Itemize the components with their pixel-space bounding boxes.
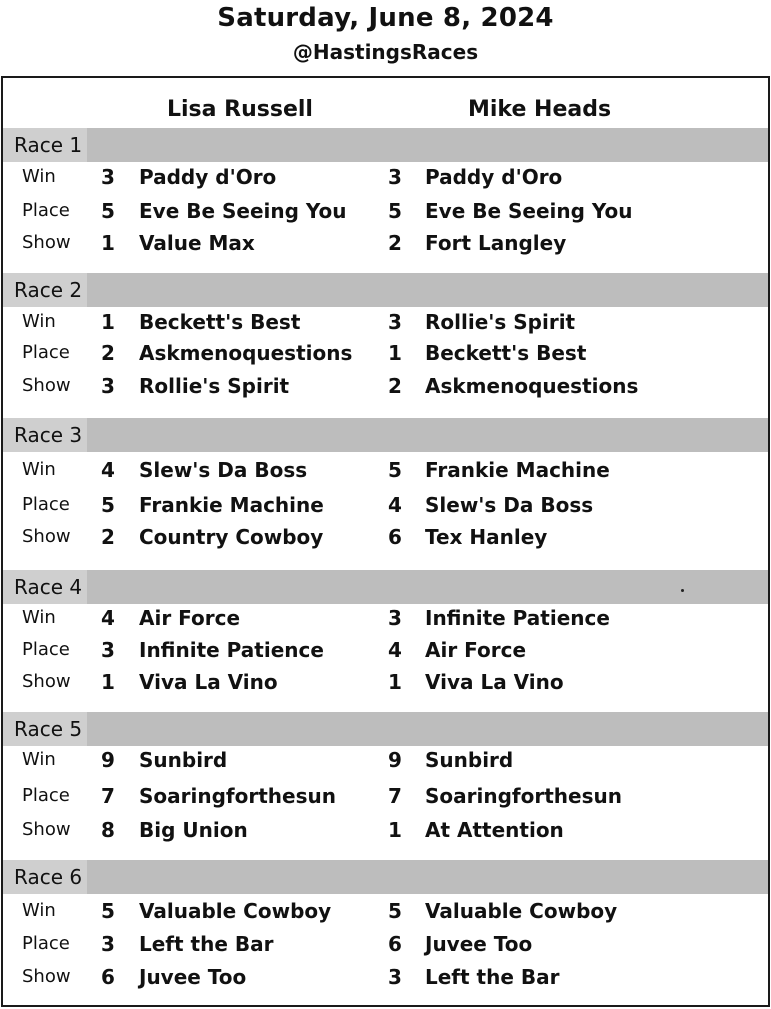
program-number: 9 — [101, 748, 115, 772]
horse-name: Infinite Patience — [425, 606, 610, 630]
stray-dot — [681, 589, 684, 592]
horse-name: Paddy d'Oro — [425, 165, 563, 189]
program-number: 5 — [388, 899, 402, 923]
page-title: Saturday, June 8, 2024 — [217, 3, 554, 33]
pick-row — [3, 635, 768, 665]
program-number: 2 — [101, 525, 115, 549]
horse-name: Air Force — [139, 606, 241, 630]
horse-name: Valuable Cowboy — [139, 899, 332, 923]
horse-name: Juvee Too — [425, 932, 533, 956]
horse-name: Askmenoquestions — [425, 374, 639, 398]
horse-name: Frankie Machine — [425, 458, 610, 482]
pick-row — [3, 307, 768, 337]
pick-row — [3, 603, 768, 633]
handicapper-header-2: Mike Heads — [468, 97, 612, 122]
program-number: 3 — [388, 965, 402, 989]
pick-row — [3, 338, 768, 368]
race-band — [3, 860, 768, 894]
horse-name: Air Force — [425, 638, 527, 662]
race-label: Race 3 — [3, 418, 87, 452]
program-number: 1 — [388, 818, 402, 842]
program-number: 8 — [101, 818, 115, 842]
pick-row — [3, 522, 768, 552]
horse-name: Value Max — [139, 231, 255, 255]
program-number: 3 — [388, 310, 402, 334]
horse-name: Rollie's Spirit — [139, 374, 290, 398]
race-label: Race 4 — [3, 570, 87, 604]
pick-row — [3, 490, 768, 520]
pick-row — [3, 162, 768, 192]
finish-position: Win — [22, 749, 56, 770]
program-number: 1 — [101, 231, 115, 255]
program-number: 3 — [101, 374, 115, 398]
program-number: 6 — [388, 932, 402, 956]
program-number: 6 — [101, 965, 115, 989]
race-band — [3, 712, 768, 746]
program-number: 5 — [101, 199, 115, 223]
pick-row — [3, 929, 768, 959]
program-number: 3 — [101, 638, 115, 662]
pick-row — [3, 745, 768, 775]
race-label: Race 1 — [3, 128, 87, 162]
program-number: 3 — [388, 606, 402, 630]
race-band — [3, 273, 768, 307]
pick-row — [3, 667, 768, 697]
program-number: 7 — [388, 784, 402, 808]
horse-name: Valuable Cowboy — [425, 899, 618, 923]
horse-name: Sunbird — [139, 748, 228, 772]
program-number: 9 — [388, 748, 402, 772]
finish-position: Win — [22, 311, 56, 332]
program-number: 1 — [101, 310, 115, 334]
social-handle: @HastingsRaces — [292, 40, 479, 64]
program-number: 3 — [388, 165, 402, 189]
horse-name: Eve Be Seeing You — [425, 199, 633, 223]
program-number: 2 — [388, 231, 402, 255]
horse-name: Viva La Vino — [139, 670, 278, 694]
race-label: Race 6 — [3, 860, 87, 894]
race-label: Race 2 — [3, 273, 87, 307]
horse-name: Infinite Patience — [139, 638, 324, 662]
horse-name: Big Union — [139, 818, 248, 842]
finish-position: Show — [22, 819, 71, 840]
finish-position: Win — [22, 459, 56, 480]
pick-row — [3, 371, 768, 401]
finish-position: Show — [22, 375, 71, 396]
program-number: 3 — [101, 932, 115, 956]
program-number: 1 — [388, 670, 402, 694]
horse-name: Eve Be Seeing You — [139, 199, 347, 223]
pick-row — [3, 781, 768, 811]
horse-name: Soaringforthesun — [139, 784, 336, 808]
finish-position: Place — [22, 639, 70, 660]
horse-name: Frankie Machine — [139, 493, 324, 517]
finish-position: Show — [22, 232, 71, 253]
horse-name: Slew's Da Boss — [139, 458, 308, 482]
horse-name: Left the Bar — [139, 932, 274, 956]
pick-row — [3, 962, 768, 992]
horse-name: Paddy d'Oro — [139, 165, 277, 189]
finish-position: Place — [22, 785, 70, 806]
finish-position: Win — [22, 166, 56, 187]
finish-position: Place — [22, 342, 70, 363]
program-number: 5 — [388, 458, 402, 482]
program-number: 4 — [388, 493, 402, 517]
horse-name: At Attention — [425, 818, 564, 842]
horse-name: Slew's Da Boss — [425, 493, 594, 517]
finish-position: Place — [22, 494, 70, 515]
race-band — [3, 418, 768, 452]
program-number: 2 — [101, 341, 115, 365]
pick-row — [3, 196, 768, 226]
program-number: 7 — [101, 784, 115, 808]
horse-name: Askmenoquestions — [139, 341, 353, 365]
pick-row — [3, 815, 768, 845]
program-number: 5 — [101, 493, 115, 517]
horse-name: Soaringforthesun — [425, 784, 622, 808]
finish-position: Win — [22, 900, 56, 921]
horse-name: Rollie's Spirit — [425, 310, 576, 334]
picks-table — [1, 76, 770, 1007]
horse-name: Sunbird — [425, 748, 514, 772]
program-number: 4 — [101, 606, 115, 630]
horse-name: Beckett's Best — [139, 310, 301, 334]
finish-position: Show — [22, 526, 71, 547]
program-number: 5 — [101, 899, 115, 923]
pick-row — [3, 455, 768, 485]
horse-name: Juvee Too — [139, 965, 247, 989]
race-band — [3, 128, 768, 162]
pick-row — [3, 228, 768, 258]
program-number: 6 — [388, 525, 402, 549]
program-number: 4 — [388, 638, 402, 662]
finish-position: Show — [22, 671, 71, 692]
finish-position: Win — [22, 607, 56, 628]
horse-name: Left the Bar — [425, 965, 560, 989]
program-number: 3 — [101, 165, 115, 189]
finish-position: Place — [22, 933, 70, 954]
horse-name: Beckett's Best — [425, 341, 587, 365]
program-number: 4 — [101, 458, 115, 482]
finish-position: Place — [22, 200, 70, 221]
horse-name: Fort Langley — [425, 231, 567, 255]
horse-name: Viva La Vino — [425, 670, 564, 694]
finish-position: Show — [22, 966, 71, 987]
horse-name: Tex Hanley — [425, 525, 548, 549]
handicapper-header-1: Lisa Russell — [167, 97, 313, 122]
program-number: 2 — [388, 374, 402, 398]
horse-name: Country Cowboy — [139, 525, 324, 549]
race-label: Race 5 — [3, 712, 87, 746]
program-number: 1 — [101, 670, 115, 694]
pick-row — [3, 896, 768, 926]
program-number: 1 — [388, 341, 402, 365]
program-number: 5 — [388, 199, 402, 223]
race-band — [3, 570, 768, 604]
